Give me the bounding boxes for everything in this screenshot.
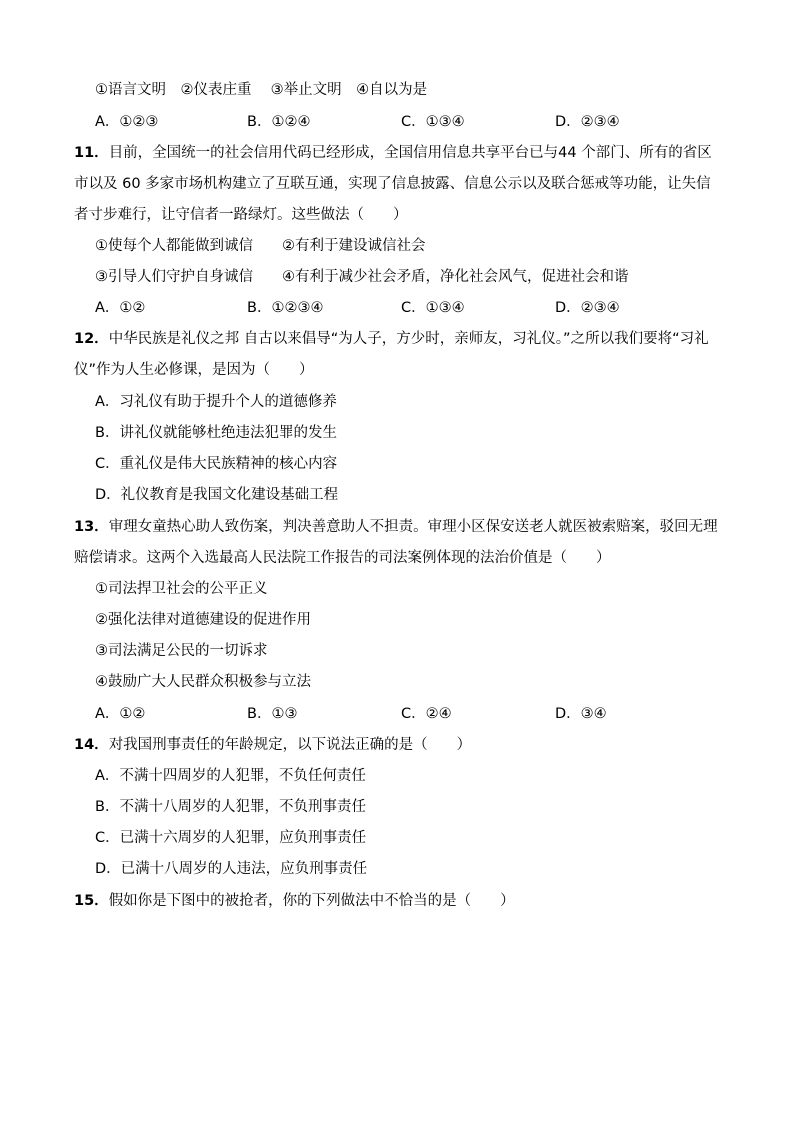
q11-option-b: B．①②③④ bbox=[247, 300, 324, 316]
q11-option-d: D．②③④ bbox=[555, 300, 620, 316]
q10-option-a: A．①②③ bbox=[95, 114, 159, 130]
q13-stem-line-1 bbox=[74, 517, 718, 537]
q13-item-3: ③司法满足公民的一切诉求 bbox=[95, 643, 268, 659]
q13-item-4: ④鼓励广大人民群众积极参与立法 bbox=[95, 674, 311, 690]
q13-stem-text-1: 审理女童热心助人致伤案，判决善意助人不担责。审理小区保安送老人就医被索赔案，驳回无理 bbox=[108, 519, 718, 535]
q12-option-c: C．重礼仪是伟大民族精神的核心内容 bbox=[95, 456, 338, 472]
q11-items-line-2: ③引导人们守护自身诚信 ④有利于减少社会矛盾，净化社会风气，促进社会和谐 bbox=[95, 269, 629, 285]
q11-option-c: C．①③④ bbox=[401, 300, 465, 316]
q11-stem-line-1 bbox=[74, 143, 712, 163]
q14-number: 14． bbox=[74, 737, 109, 753]
q11-items-line-1: ①使每个人都能做到诚信 ②有利于建设诚信社会 bbox=[95, 238, 426, 254]
q10-option-c: C．①③④ bbox=[401, 114, 465, 130]
q12-stem-text-1: 中华民族是礼仪之邦 自古以来倡导“为人子，方少时，亲师友，习礼仪。”之所以我们要将“习礼 bbox=[108, 331, 709, 347]
q13-option-a: A．①② bbox=[95, 706, 146, 722]
q14-option-c: C．已满十六周岁的人犯罪，应负刑事责任 bbox=[95, 830, 367, 846]
q10-option-d: D．②③④ bbox=[555, 114, 620, 130]
q13-option-c: C．②④ bbox=[401, 706, 452, 722]
q10-items: ①语言文明 ②仪表庄重 ③举止文明 ④自以为是 bbox=[95, 82, 428, 98]
q14-option-b: B．不满十八周岁的人犯罪，不负刑事责任 bbox=[95, 799, 366, 815]
q11-number: 11． bbox=[74, 145, 109, 161]
q12-option-d: D．礼仪教育是我国文化建设基础工程 bbox=[95, 487, 339, 503]
q12-number: 12． bbox=[74, 331, 109, 347]
q10-option-b: B．①②④ bbox=[247, 114, 311, 130]
q14-option-d: D．已满十八周岁的人违法，应负刑事责任 bbox=[95, 861, 368, 877]
q12-option-b: B．讲礼仪就能够杜绝违法犯罪的发生 bbox=[95, 425, 337, 441]
q14-option-a: A．不满十四周岁的人犯罪，不负任何责任 bbox=[95, 768, 366, 784]
q13-number: 13． bbox=[74, 519, 109, 535]
q13-item-1: ①司法捍卫社会的公平正义 bbox=[95, 581, 268, 597]
q13-stem-line-2: 赔偿请求。这两个入选最高人民法院工作报告的司法案例体现的法治价值是（ ） bbox=[74, 550, 611, 566]
q12-stem-line-1 bbox=[74, 329, 709, 349]
q11-option-a: A．①② bbox=[95, 300, 146, 316]
q11-stem-text-1: 目前，全国统一的社会信用代码已经形成，全国信用信息共享平台已与44 个部门、所有的省区 bbox=[108, 145, 712, 161]
q12-option-a: A．习礼仪有助于提升个人的道德修养 bbox=[95, 394, 337, 410]
q15-number: 15． bbox=[74, 893, 109, 909]
q13-option-d: D．③④ bbox=[555, 706, 607, 722]
q15-stem-text: 假如你是下图中的被抢者，你的下列做法中不恰当的是（ ） bbox=[108, 893, 515, 909]
q12-stem-line-2: 仪”作为人生必修课，是因为（ ） bbox=[74, 362, 314, 378]
q14-stem-text: 对我国刑事责任的年龄规定，以下说法正确的是（ ） bbox=[108, 737, 472, 753]
q13-option-b: B．①③ bbox=[247, 706, 298, 722]
q11-stem-line-3: 者寸步难行，让守信者一路绿灯。这些做法（ ） bbox=[74, 207, 408, 223]
q14-stem bbox=[74, 735, 471, 755]
q11-stem-line-2: 市以及 60 多家市场机构建立了互联互通，实现了信息披露、信息公示以及联合惩戒等功能，让失信 bbox=[74, 176, 711, 192]
q15-stem bbox=[74, 891, 515, 911]
q13-item-2: ②强化法律对道德建设的促进作用 bbox=[95, 612, 311, 628]
